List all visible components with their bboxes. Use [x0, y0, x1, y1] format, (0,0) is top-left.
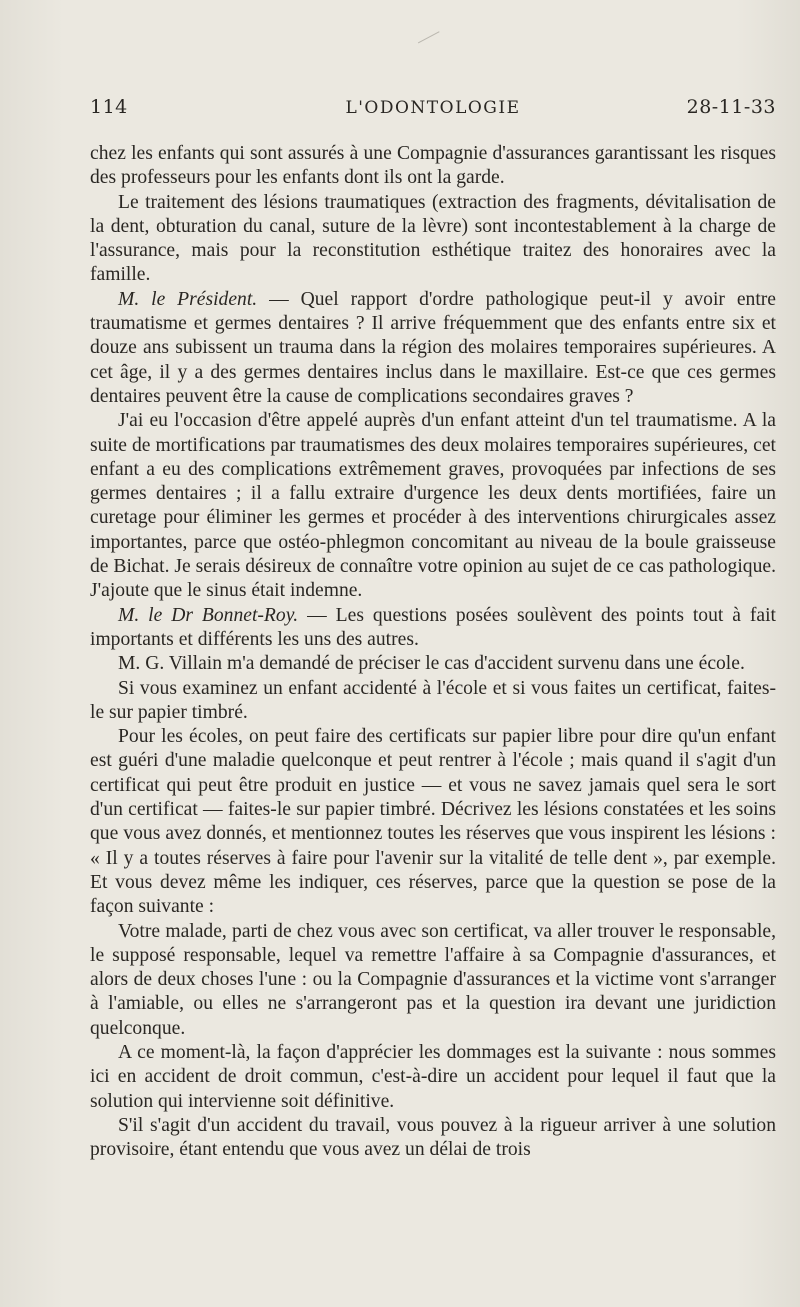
body-text: [90, 142, 776, 1162]
paragraph: J'ai eu l'occasion d'être appelé auprès d'un enfant atteint d'un tel traumatisme. A la suite de mortifications par traumatismes des deux molaires temporaires supérieures, cet enfant a eu des complications extrêmement graves, provoquées par infections de ses germes dentaires ; il a fallu extraire d'urgence les deux dents mortifiées, faire un curetage pour éliminer les germes et procéder à des interventions chirurgicales assez importantes, parce que ostéo-phlegmon concomitant au niveau de la boule graisseuse de Bichat. Je serais désireux de connaître votre opinion au sujet de ce cas pathologique. J'ajoute que le sinus était indemne.: [90, 410, 776, 602]
page-header: [90, 96, 776, 126]
pencil-mark: [418, 31, 446, 56]
paragraph: M. G. Villain m'a demandé de préciser le cas d'accident survenu dans une école.: [118, 653, 745, 675]
paragraph: Le traitement des lésions traumatiques (extraction des fragments, dévitalisation de la dent, obturation du canal, suture de la lèvre) sont incontestablement à la charge de l'assurance, mais pour la reconstitution esthétique traitez des honoraires avec la famille.: [90, 191, 776, 286]
paragraph: Votre malade, parti de chez vous avec son certificat, va aller trouver le responsable, le supposé responsable, lequel va remettre l'affaire à sa Compagnie d'assurances, et alors de deux choses l'une : ou la Compagnie d'assurances et la victime vont s'arranger à l'amiable, ou elles ne s'arrangeront pas et la question ira devant une juridiction quelconque.: [90, 920, 776, 1039]
running-title: L'ODONTOLOGIE: [345, 98, 521, 118]
paragraph: Pour les écoles, on peut faire des certificats sur papier libre pour dire qu'un enfant est guéri d'une maladie quelconque et peut rentrer à l'école ; mais quand il s'agit d'un certificat qui peut être produit en justice — et vous ne savez jamais quel sera le sort d'un certificat — faites-le sur papier timbré. Décrivez les lésions constatées et les soins que vous avez donnés, et mentionnez toutes les réserves que vous inspirent les lésions : « Il y a toutes réserves à faire pour l'avenir sur la vitalité de telle dent », par exemple. Et vous devez même les indiquer, ces réserves, parce que la question se pose de la façon suivante :: [90, 726, 776, 918]
paragraph: M. le Dr Bonnet-Roy. — Les questions posées soulèvent des points tout à fait importants et différents les uns des autres.: [90, 604, 777, 650]
speaker-name: M. le Président.: [118, 288, 258, 310]
paragraph: S'il s'agit d'un accident du travail, vous pouvez à la rigueur arriver à une solution provisoire, étant entendu que vous avez un délai de trois: [90, 1114, 776, 1161]
paragraph: chez les enfants qui sont assurés à une Compagnie d'assurances garantissant les risques des professeurs pour les enfants dont ils ont la garde.: [90, 143, 776, 189]
paragraph: A ce moment-là, la façon d'apprécier les dommages est la suivante : nous sommes ici en accident de droit commun, c'est-à-dire un accident pour lequel il faut que la solution qui intervienne soit définitive.: [90, 1041, 776, 1112]
issue-date: 28-11-33: [686, 96, 776, 118]
speaker-name: M. le Dr Bonnet-Roy.: [118, 604, 299, 626]
paragraph: M. le Président. — Quel rapport d'ordre pathologique peut-il y avoir entre traumatisme et germes dentaires ? Il arrive fréquemment que des enfants entre six et douze ans subissent un trauma dans la région des molaires temporaires supérieures. A cet âge, il y a des germes dentaires inclus dans le maxillaire. Est-ce que ces germes dentaires peuvent être la cause de complications secondaires graves ?: [90, 288, 776, 407]
paragraph: Si vous examinez un enfant accidenté à l'école et si vous faites un certificat, faites-le sur papier timbré.: [90, 677, 776, 723]
page-number: 114: [90, 96, 128, 118]
